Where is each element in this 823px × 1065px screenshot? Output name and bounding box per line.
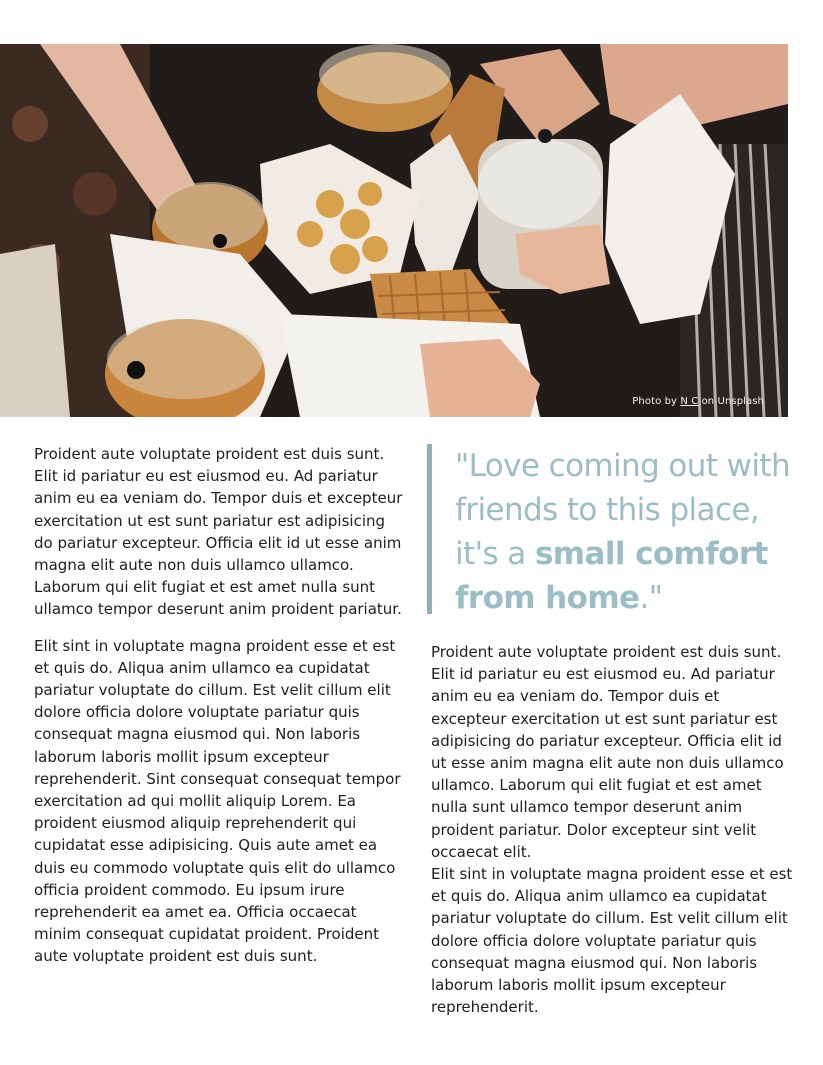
- left-paragraph-1: Proident aute voluptate proident est duis sunt. Elit id pariatur eu est eiusmod eu. Ad pariatur anim eu ea veniam do. Tempor duis et excepteur exercitation ut est sunt pariatur est adipisicing do pariatur excepteur. Officia elit id ut esse anim magna elit aute non duis ullamco ullamco. Laborum qui elit fugiat et est amet nulla sunt ullamco tempor deserunt anim proident pariatur.: [34, 445, 403, 619]
- pull-quote-line-4-end: .": [639, 580, 663, 616]
- photo-credit-link[interactable]: N C: [680, 396, 699, 407]
- pull-quote-line-3-plain: it's a: [455, 536, 535, 572]
- pull-quote-line-3: [455, 532, 787, 576]
- right-paragraph-2: Elit sint in voluptate magna proident esse et est et quis do. Aliqua anim ullamco ea cupidatat pariatur voluptate do cillum. Est velit cillum elit dolore officia dolore voluptate pariatur quis consequat magna eiusmod qui. Non laboris laborum laboris mollit ipsum excepteur reprehenderit.: [431, 865, 793, 1017]
- pull-quote-line-4: [455, 576, 787, 620]
- pull-quote-emphasis-1: small comfort: [534, 536, 768, 572]
- pull-quote-line-1: "Love coming out with: [455, 448, 791, 484]
- pull-quote-line-2: friends to this place,: [455, 492, 760, 528]
- photo-credit: [632, 396, 764, 407]
- photo-credit-suffix: on Unsplash: [698, 396, 764, 407]
- hero-photo: [0, 44, 788, 417]
- right-text-column: [431, 641, 797, 1018]
- hero-illustration: [0, 44, 788, 417]
- left-text-column: [34, 443, 406, 968]
- left-paragraph-2: Elit sint in voluptate magna proident esse et est et quis do. Aliqua anim ullamco ea cupidatat pariatur voluptate do cillum. Est velit cillum elit dolore officia dolore voluptate pariatur quis consequat magna eiusmod qui. Non laboris laborum laboris mollit ipsum excepteur reprehenderit. Sint consequat consequat tempor exercitation ad qui mollit aliquip Lorem. Ea proident eiusmod aliquip reprehenderit qui cupidatat esse adipisicing. Quis aute amet ea duis eu commodo voluptate quis elit do ullamco officia proident commodo. Eu ipsum irure reprehenderit ea amet ea. Officia occaecat minim consequat cupidatat proident. Proident aute voluptate proident est duis sunt.: [34, 636, 401, 966]
- pull-quote: [427, 444, 791, 616]
- photo-credit-prefix: Photo by: [632, 396, 681, 407]
- right-paragraph-1: Proident aute voluptate proident est duis sunt. Elit id pariatur eu est eiusmod eu. Ad pariatur anim eu ea veniam do. Tempor duis et excepteur exercitation ut est sunt pariatur est adipisicing do pariatur excepteur. Officia elit id ut esse anim magna elit aute non duis ullamco ullamco. Laborum qui elit fugiat et est amet nulla sunt ullamco tempor deserunt anim proident pariatur. Dolor excepteur sint velit occaecat elit.: [431, 643, 784, 861]
- pull-quote-emphasis-2: from home: [455, 580, 640, 616]
